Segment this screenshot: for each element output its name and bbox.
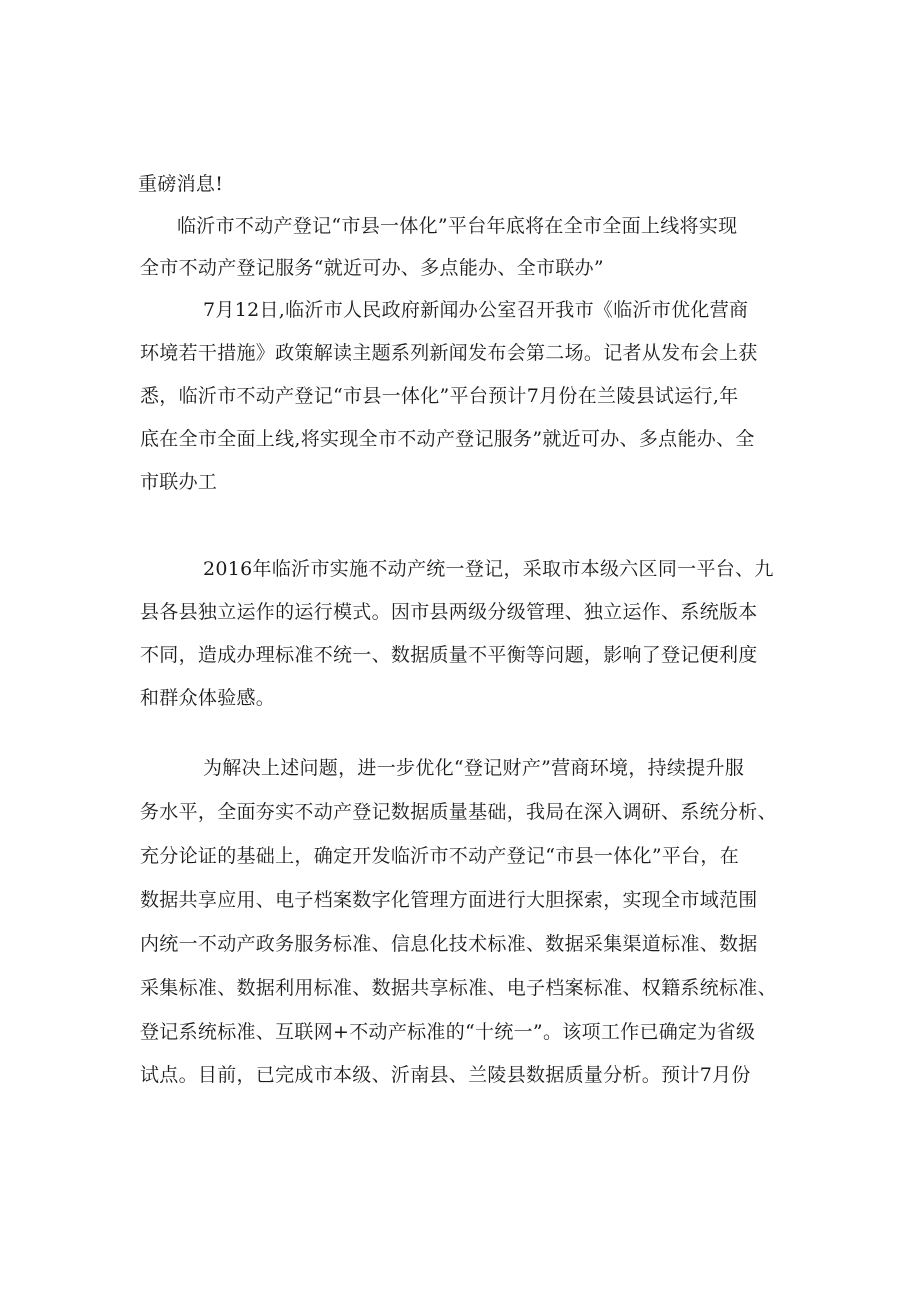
- paragraph-line: 充分论证的基础上，确定开发临沂市不动产登记“市县一体化”平台，在: [140, 845, 740, 867]
- paragraph-line: 采集标准、数据利用标准、数据共享标准、电子档案标准、权籍系统标准、: [140, 977, 777, 999]
- paragraph-line: 不同，造成办理标准不统一、数据质量不平衡等问题，影响了登记便利度: [140, 644, 758, 666]
- subtitle-line: 临沂市不动产登记“市县一体化”平台年底将在全市全面上线将实现: [177, 215, 738, 237]
- paragraph-line: 登记系统标准、互联网+不动产标准的“十统一”。该项工作已确定为省级: [140, 1021, 756, 1043]
- paragraph-line: 试点。目前，已完成市本级、沂南县、兰陵县数据质量分析。预计7月份: [140, 1064, 751, 1086]
- subtitle-line: 全市不动产登记服务“就近可办、多点能办、全市联办”: [140, 257, 604, 279]
- paragraph-line: 市联办工: [140, 471, 218, 493]
- paragraph-line: 县各县独立运作的运行模式。因市县两级分级管理、独立运作、系统版本: [140, 601, 758, 623]
- paragraph-line: 7月12日,临沂市人民政府新闻办公室召开我市《临沂市优化营商: [203, 299, 749, 321]
- paragraph-line: 环境若干措施》政策解读主题系列新闻发布会第二场。记者从发布会上获: [140, 342, 758, 364]
- paragraph-line: 2016年临沂市实施不动产统一登记，采取市本级六区同一平台、九: [203, 558, 774, 580]
- paragraph-line: 悉，临沂市不动产登记“市县一体化”平台预计7月份在兰陵县试运行,年: [140, 385, 739, 407]
- paragraph-line: 内统一不动产政务服务标准、信息化技术标准、数据采集渠道标准、数据: [140, 933, 758, 955]
- paragraph-line: 为解决上述问题，进一步优化“登记财产”营商环境，持续提升服: [203, 757, 745, 779]
- document-heading: 重磅消息!: [138, 173, 224, 195]
- paragraph-line: 底在全市全面上线,将实现全市不动产登记服务”就近可办、多点能办、全: [140, 428, 755, 450]
- paragraph-line: 数据共享应用、电子档案数字化管理方面进行大胆探索，实现全市域范围: [140, 889, 758, 911]
- paragraph-line: 务水平，全面夯实不动产登记数据质量基础，我局在深入调研、系统分析、: [140, 801, 777, 823]
- paragraph-line: 和群众体验感。: [140, 687, 276, 709]
